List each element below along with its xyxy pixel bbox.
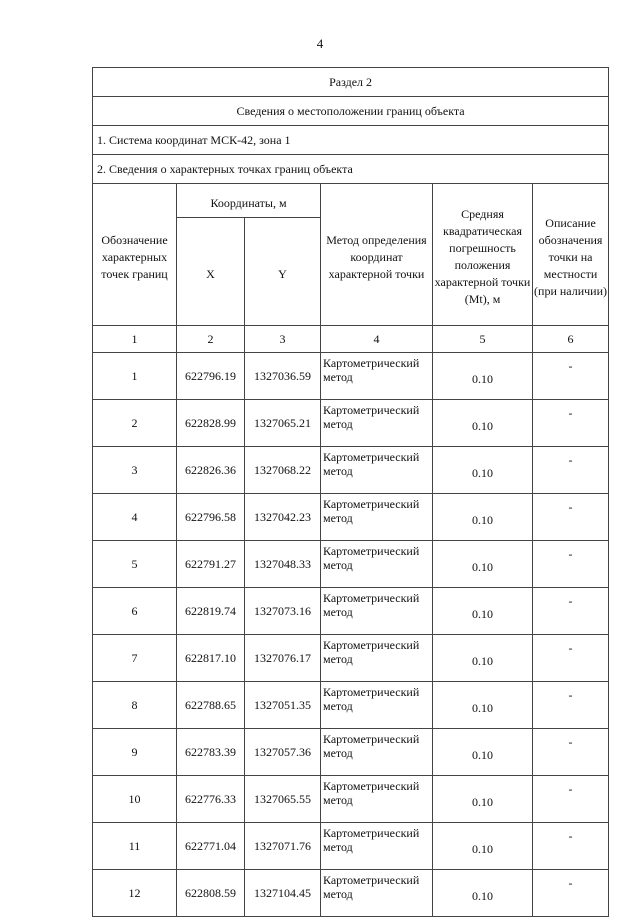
points-heading-row xyxy=(93,155,609,184)
mt-cell: 0.10 xyxy=(433,635,533,682)
section-title: Раздел 2 xyxy=(93,68,609,97)
description-cell: - xyxy=(533,729,609,776)
point-number: 3 xyxy=(93,447,177,494)
method-cell: Картометрический метод xyxy=(321,400,433,447)
x-coordinate: 622783.39 xyxy=(177,729,245,776)
x-coordinate: 622796.19 xyxy=(177,353,245,400)
description-cell: - xyxy=(533,541,609,588)
point-number: 9 xyxy=(93,729,177,776)
description-cell: - xyxy=(533,823,609,870)
description-cell: - xyxy=(533,400,609,447)
table-row xyxy=(93,682,609,729)
header-coordinates: Координаты, м xyxy=(177,184,321,218)
y-coordinate: 1327076.17 xyxy=(245,635,321,682)
x-coordinate: 622788.65 xyxy=(177,682,245,729)
method-cell: Картометрический метод xyxy=(321,776,433,823)
y-coordinate: 1327036.59 xyxy=(245,353,321,400)
table-row xyxy=(93,494,609,541)
method-cell: Картометрический метод xyxy=(321,682,433,729)
column-number: 5 xyxy=(433,326,533,353)
x-coordinate: 622826.36 xyxy=(177,447,245,494)
point-number: 1 xyxy=(93,353,177,400)
column-number: 3 xyxy=(245,326,321,353)
x-coordinate: 622776.33 xyxy=(177,776,245,823)
y-coordinate: 1327073.16 xyxy=(245,588,321,635)
table-row xyxy=(93,776,609,823)
table-row xyxy=(93,541,609,588)
x-coordinate: 622808.59 xyxy=(177,870,245,917)
header-row-top xyxy=(93,184,609,218)
table-row xyxy=(93,823,609,870)
y-coordinate: 1327051.35 xyxy=(245,682,321,729)
method-cell: Картометрический метод xyxy=(321,447,433,494)
table-row xyxy=(93,447,609,494)
y-coordinate: 1327048.33 xyxy=(245,541,321,588)
y-coordinate: 1327065.21 xyxy=(245,400,321,447)
header-y: Y xyxy=(245,218,321,326)
mt-cell: 0.10 xyxy=(433,776,533,823)
boundary-points-table xyxy=(92,67,609,917)
table-row xyxy=(93,870,609,917)
description-cell: - xyxy=(533,353,609,400)
description-cell: - xyxy=(533,682,609,729)
method-cell: Картометрический метод xyxy=(321,541,433,588)
method-cell: Картометрический метод xyxy=(321,588,433,635)
x-coordinate: 622817.10 xyxy=(177,635,245,682)
point-number: 8 xyxy=(93,682,177,729)
mt-cell: 0.10 xyxy=(433,870,533,917)
mt-cell: 0.10 xyxy=(433,400,533,447)
header-mt: Средняя квадратическая погрешность положения характерной точки (Mt), м xyxy=(433,184,533,326)
point-number: 2 xyxy=(93,400,177,447)
column-number: 4 xyxy=(321,326,433,353)
point-number: 5 xyxy=(93,541,177,588)
point-number: 11 xyxy=(93,823,177,870)
section-subtitle-row xyxy=(93,97,609,126)
section-subtitle: Сведения о местоположении границ объекта xyxy=(93,97,609,126)
description-cell: - xyxy=(533,588,609,635)
table-row xyxy=(93,588,609,635)
mt-cell: 0.10 xyxy=(433,682,533,729)
y-coordinate: 1327071.76 xyxy=(245,823,321,870)
table-row xyxy=(93,635,609,682)
table-row xyxy=(93,729,609,776)
y-coordinate: 1327057.36 xyxy=(245,729,321,776)
header-description: Описание обозначения точки на местности (при наличии) xyxy=(533,184,609,326)
point-number: 6 xyxy=(93,588,177,635)
description-cell: - xyxy=(533,447,609,494)
column-number: 2 xyxy=(177,326,245,353)
point-number: 12 xyxy=(93,870,177,917)
point-number: 10 xyxy=(93,776,177,823)
x-coordinate: 622819.74 xyxy=(177,588,245,635)
description-cell: - xyxy=(533,776,609,823)
description-cell: - xyxy=(533,635,609,682)
x-coordinate: 622828.99 xyxy=(177,400,245,447)
header-x: X xyxy=(177,218,245,326)
points-heading: 2. Сведения о характерных точках границ объекта xyxy=(93,155,609,184)
mt-cell: 0.10 xyxy=(433,353,533,400)
page-number: 4 xyxy=(316,36,324,51)
column-number-row xyxy=(93,326,609,353)
mt-cell: 0.10 xyxy=(433,823,533,870)
method-cell: Картометрический метод xyxy=(321,353,433,400)
mt-cell: 0.10 xyxy=(433,588,533,635)
y-coordinate: 1327042.23 xyxy=(245,494,321,541)
point-number: 4 xyxy=(93,494,177,541)
method-cell: Картометрический метод xyxy=(321,870,433,917)
mt-cell: 0.10 xyxy=(433,447,533,494)
y-coordinate: 1327068.22 xyxy=(245,447,321,494)
header-method: Метод определения координат характерной точки xyxy=(321,184,433,326)
description-cell: - xyxy=(533,494,609,541)
method-cell: Картометрический метод xyxy=(321,823,433,870)
description-cell: - xyxy=(533,870,609,917)
method-cell: Картометрический метод xyxy=(321,494,433,541)
table-row xyxy=(93,400,609,447)
y-coordinate: 1327065.55 xyxy=(245,776,321,823)
x-coordinate: 622771.04 xyxy=(177,823,245,870)
coord-system: 1. Система координат МСК-42, зона 1 xyxy=(93,126,609,155)
x-coordinate: 622796.58 xyxy=(177,494,245,541)
header-designation: Обозначение характерных точек границ xyxy=(93,184,177,326)
mt-cell: 0.10 xyxy=(433,729,533,776)
point-number: 7 xyxy=(93,635,177,682)
column-number: 1 xyxy=(93,326,177,353)
method-cell: Картометрический метод xyxy=(321,729,433,776)
y-coordinate: 1327104.45 xyxy=(245,870,321,917)
column-number: 6 xyxy=(533,326,609,353)
method-cell: Картометрический метод xyxy=(321,635,433,682)
mt-cell: 0.10 xyxy=(433,541,533,588)
table-row xyxy=(93,353,609,400)
x-coordinate: 622791.27 xyxy=(177,541,245,588)
coord-system-row xyxy=(93,126,609,155)
mt-cell: 0.10 xyxy=(433,494,533,541)
section-title-row xyxy=(93,68,609,97)
